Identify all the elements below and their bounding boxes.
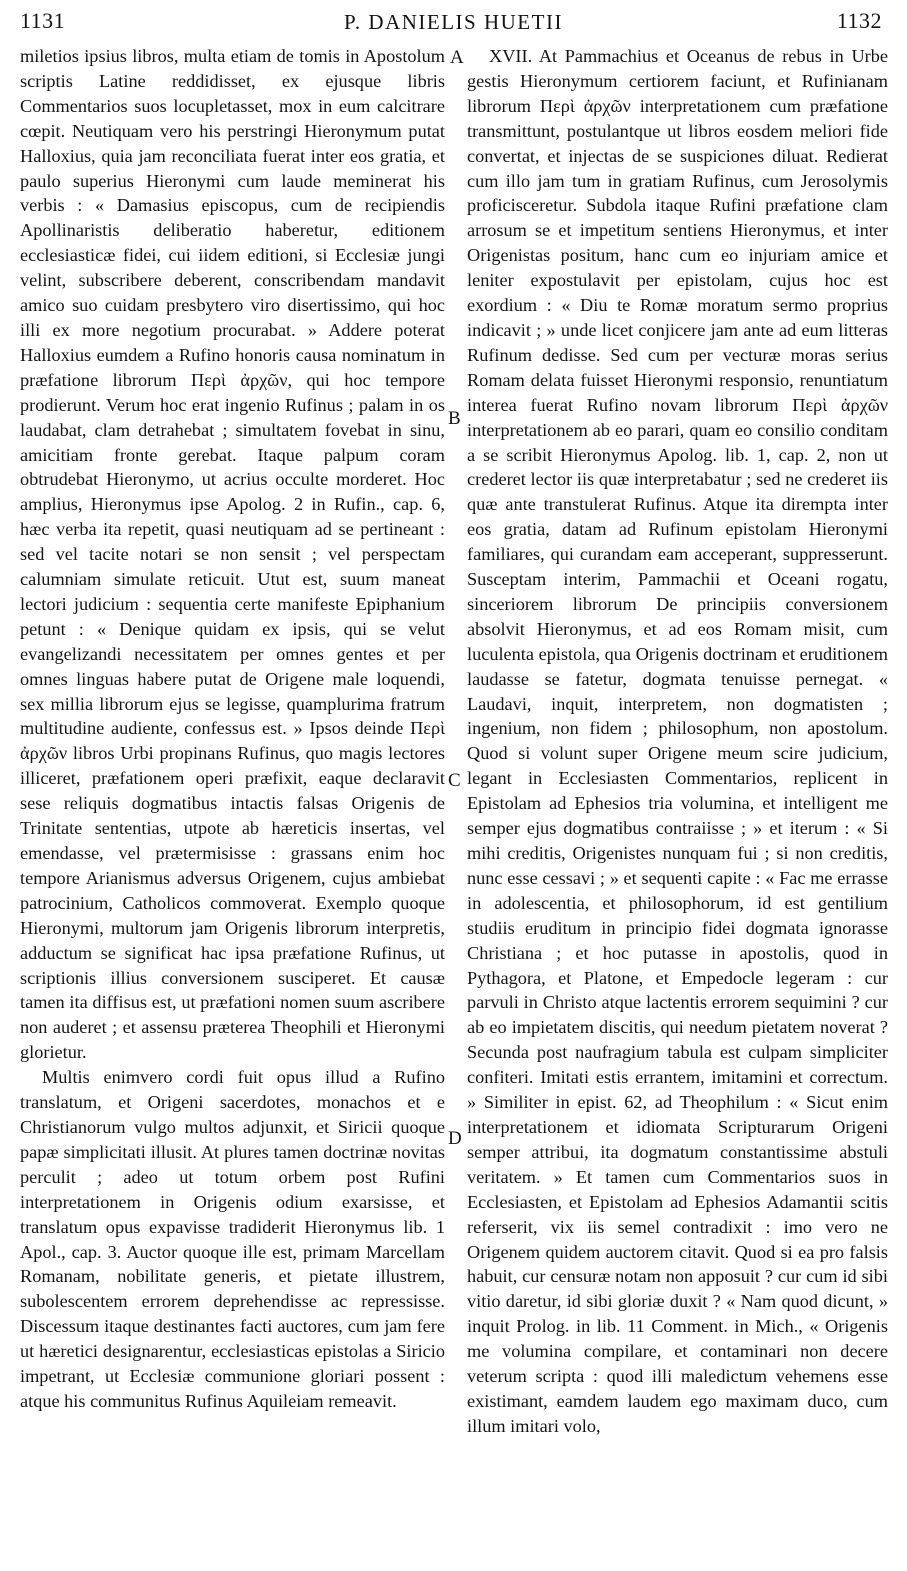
right-paragraph-1: XVII. At Pammachius et Oceanus de rebus in Urbe gestis Hieronymum certiorem faciunt, et Rufinianam librorum Περὶ ἀρχῶν interpretationem cum præfatione transmittunt, postulantque ut libros eosdem meliori fide convertat, et injectas de se suspiciones diluat. Redierat cum illo jam tum in gratiam Rufinus, cum Jerosolymis proficisceretur. Subdola itaque Rufini præfatione clam arrosum se et impetitum sentiens Hieronymus, et inter Origenistas positum, hanc cum eo injuriam amice et leniter expostulavit per epistolam, cujus hoc est exordium : « Diu te Romæ moratum sermo proprius indicavit ; » unde licet conjicere jam ante ad eum litteras Rufinum dedisse. Sed cum per vecturæ moras serius Romam delata fuisset Hieronymi responsio, renuntiatum interea fuerat Rufino novam librorum Περὶ ἀρχῶν interpretationem ab eo parari, quam eo consilio conditam a se scribit Hieronymus Apolog. lib. 1, cap. 2, non ut crederet lector iis quæ interpretabatur ; sed ne crederet iis quæ ante transtulerat Rufinus. Atque ita dirempta inter eos gratia, datam ad Rufinum epistolam Hieronymi familiares, qui curandam eam acceperant, suppresserunt. Susceptam interim, Pammachii et Oceani rogatu, sinceriorem librorum De principiis conversionem absolvit Hieronymus, et ad eos Romam misit, cum luculenta epistola, qua Origenis doctrinam et eruditionem laudasse se fatetur, dogmata tenuisse pernegat. « Laudavi, inquit, interpretem, non dogmatisten ; ingenium, non fidem ; philosophum, non apostolum. Quod si volunt super Origene meum scire judicium, legant in Ecclesiasten Commentarios, replicent in Epistolam ad Ephesios tria volumina, et intelligent me semper ejus dogmatibus contraiisse ; » et iterum : « Si mihi creditis, Origenistes nunquam fui ; si non creditis, nunc esse cessavi ; » et sequenti capite : « Fac me errasse in adolescentia, et philosophorum, id est gentilium studiis eruditum in principio fidei dogmata ignorasse Christiana ; et hoc putasse in apostolis, quod in Pythagora, et Platone, et Empedocle legeram : cur parvuli in Christo atque lactentis errorem sequimini ? cur ab eo impietatem discitis, qui needum pietatem noverat ? Secunda post naufragium tabula est culpam simpliciter confiteri. Imitati estis errantem, imitamini et correctum. » Similiter in epist. 62, ad Theophilum : « Sicut enim interpretationem et idiomata Scripturarum Origeni semper attribui, ita dogmatum constantissime abstuli veritatem. » Et tamen cum Commentarios suos in Ecclesiasten, et Epistolam ad Ephesios Adamantii scitis referserit, vix iis semel contradixit : imo vero ne Origenem quidem auctorem citavit. Quod si ea pro falsis habuit, cur censuræ notam non apposuit ? cur cum id sibi vitio daretur, id sibi gloriæ duxit ? « Nam quod dicunt, » inquit Prolog. in lib. 11 Comment. in Mich., « Origenis me volumina compilare, et contaminari non decere veterum scripta : quod illi maledictum vehemens esse existimant, eamdem laudem ego maximam duco, cum illum imitari volo, (467, 46, 888, 1436)
running-title: P. DANIELIS HUETII (344, 10, 563, 34)
margin-marker-d: D (448, 1128, 462, 1149)
left-paragraph-2: Multis enimvero cordi fuit opus illud a Rufino translatum, et Origeni sacerdotes, monachos et e Christianorum vulgo multos adjunxit, et Siricii quoque papæ simplicitati illusit. At plures tamen doctrinæ novitas perculit ; adeo ut totum orbem post Rufini interpretationem in Origenis odium exarsisse, et translatum opus expavisse tradiderit Hieronymus lib. 1 Apol., cap. 3. Auctor quoque ille est, primam Marcellam Romanam, nobilitate generis, et pietate illustrem, subolescentem errorem deprehendisse ac repressisse. Discessum itaque destinantes facti auctores, cum jam fere ut hæretici designarentur, ecclesiasticas epistolas a Siricio impetrant, ut Ecclesiæ communione gloriari possent : atque his communitus Rufinus Aquileiam remeavit. (20, 1067, 445, 1411)
left-page-number: 1131 (20, 8, 66, 33)
right-text-column (467, 44, 888, 1439)
left-text-column (20, 44, 445, 1414)
page-header (0, 4, 907, 38)
right-page-number: 1132 (836, 8, 882, 33)
margin-marker-a: A (450, 47, 464, 68)
margin-marker-c: C (448, 770, 461, 791)
margin-marker-b: B (448, 408, 461, 429)
left-paragraph-1: miletios ipsius libros, multa etiam de tomis in Apostolum scriptis Latine reddidisset, ex ejusque libris Commentarios suos locupletasset, mox in eum calcitrare cœpit. Neutiquam vero his perstringi Hieronymum putat Halloxius, quia jam reconciliata fuerat inter eos gratia, et paulo superius Hieronymi cum laude meminerat his verbis : « Damasius episcopus, cum de recipiendis Apollinaristis deliberatio haberetur, editionem ecclesiasticæ fidei, cui iidem editioni, si Ecclesiæ jungi velint, subscribere deberent, conscribendam mandavit amico suo cuidam presbytero viro disertissimo, qui hoc illi ex more negotium procurabat. » Addere poterat Halloxius eumdem a Rufino honoris causa nominatum in præfatione librorum Περὶ ἀρχῶν, qui hoc tempore prodierunt. Verum hoc erat ingenio Rufinus ; palam in os laudabat, clam detrahebat ; simultatem fovebat in sinu, amicitiam fronte gerebat. Itaque palpum coram obtrudebat Hieronymo, ut acrius occulte morderet. Hoc amplius, Hieronymus ipse Apolog. 2 in Rufin., cap. 6, hæc verba ita repetit, quasi neutiquam ad se pertineant : sed vel tacite notari se non sensit ; vel perspectam calumniam simulate reticuit. Utut est, suum maneat lectori judicium : sequentia certe manifeste Epiphanium petunt : « Denique quidam ex ipsis, qui se velut evangelizandi necessitatem per omnes gentes et per omnes linguas habere putat de Origene male loquendi, sex millia librorum ejus se legisse, quamplurima fratrum multitudine audiente, confessus est. » Ipsos deinde Περὶ ἀρχῶν libros Urbi propinans Rufinus, quo magis lectores illiceret, præfationem operi præfixit, eaque declaravit sese reliquis dogmatibus intactis falsas Origenis de Trinitate sententias, utpote ab hæreticis insertas, vel emendasse, vel prætermisisse : grassans enim hoc tempore Arianismus adversus Origenem, cujus ambiebat patrocinium, Catholicos commoverat. Exemplo quoque Hieronymi, multorum jam Origenis librorum interpretis, adductum se significat hac ipsa præfatione Rufinus, ut scriptionis illius conversionem susciperet. Et causæ tamen ita diffisus est, ut præfationi nomen suum ascribere non auderet ; et assensu præterea Theophili et Hieronymi glorietur. (20, 46, 445, 1063)
